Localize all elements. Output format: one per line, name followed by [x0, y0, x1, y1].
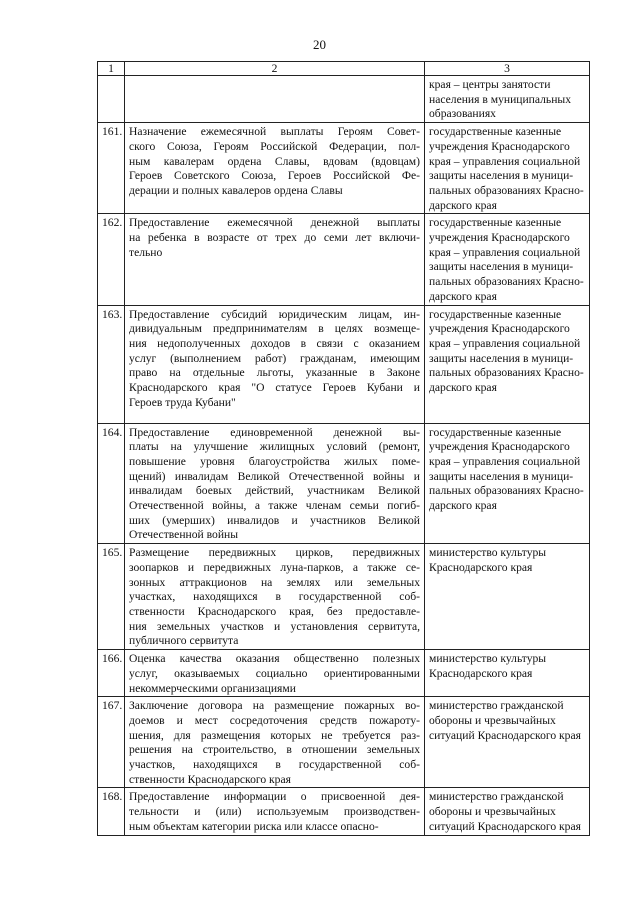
- description-line: ным кавалерам ордена Славы, вдовам (вдовцам): [129, 154, 420, 168]
- description-line: шения, для размещения которых не требуется раз-: [129, 728, 420, 742]
- row-number: [98, 76, 125, 123]
- description-line: некоммерческими организациями: [129, 681, 296, 695]
- service-description: [125, 650, 425, 697]
- organization-line: дарского края: [429, 499, 497, 513]
- column-header-1: 1: [98, 62, 125, 76]
- description-line: ным объектам категории риска или классе опасно-: [129, 819, 379, 833]
- organization-line: ситуаций Краснодарского края: [429, 819, 581, 833]
- organization-line: края – управления социальной: [429, 336, 581, 350]
- organization-line: защиты населения в муници-: [429, 260, 574, 274]
- description-line: ственности Краснодарского края: [129, 772, 291, 786]
- description-line: тельно: [129, 245, 163, 259]
- column-header-3: 3: [425, 62, 590, 76]
- row-number: 163.: [98, 305, 125, 423]
- description-line: Героев Советского Союза, Героев Российской Фе-: [129, 169, 420, 183]
- organization-line: обороны и чрезвычайных: [429, 805, 556, 819]
- page-number: 20: [313, 37, 326, 52]
- table-row: [98, 76, 590, 123]
- description-line: ния земельных участков и установления сервитута,: [129, 619, 420, 633]
- organization-line: государственные казенные: [429, 307, 562, 321]
- organization-line: края – управления социальной: [429, 454, 581, 468]
- organization-line: пальных образованиях Красно-: [429, 366, 584, 380]
- service-description: [125, 697, 425, 788]
- organization-line: дарского края: [429, 289, 497, 303]
- description-line: щений) инвалидам Великой Отечественной войны и: [129, 469, 420, 483]
- row-number: 162.: [98, 214, 125, 305]
- table-row: [98, 123, 590, 214]
- table-row: [98, 697, 590, 788]
- description-line: ственности Краснодарского края, без предоставле-: [129, 604, 420, 618]
- organization-line: Краснодарского края: [429, 560, 533, 574]
- organization-line: государственные казенные: [429, 216, 562, 230]
- description-line: участков, находящихся в государственной соб-: [129, 758, 420, 772]
- responsible-organization: [425, 123, 590, 214]
- column-header-2: 2: [125, 62, 425, 76]
- table-row: [98, 788, 590, 836]
- organization-line: защиты населения в муници-: [429, 169, 574, 183]
- description-line: повышение уровня благоустройства жилых поме-: [129, 454, 420, 468]
- description-line: услуг, оказываемых социально ориентированными: [129, 666, 420, 680]
- responsible-organization: [425, 423, 590, 544]
- organization-line: министерство гражданской: [429, 699, 564, 713]
- description-line: Назначение ежемесячной выплаты Героям Совет-: [129, 125, 420, 139]
- organization-line: дарского края: [429, 381, 497, 395]
- description-line: Отечественной войны, а также членам семьи погиб-: [129, 499, 420, 513]
- service-description: [125, 76, 425, 123]
- table-row: [98, 650, 590, 697]
- description-line: тельности и (или) используемым производствен-: [129, 805, 420, 819]
- organization-line: министерство гражданской: [429, 790, 564, 804]
- table-header-row: [98, 62, 590, 76]
- row-number: 164.: [98, 423, 125, 544]
- service-description: [125, 544, 425, 650]
- description-line: Предоставление информации о присвоенной дея-: [129, 790, 420, 804]
- responsible-organization: [425, 76, 590, 123]
- organization-line: обороны и чрезвычайных: [429, 713, 556, 727]
- description-line: зонных аттракционов на землях или земельных: [129, 575, 420, 589]
- description-line: Оценка качества оказания общественно полезных: [129, 652, 420, 666]
- organization-line: пальных образованиях Красно-: [429, 484, 584, 498]
- organization-line: учреждения Краснодарского: [429, 139, 570, 153]
- description-line: участках, находящихся в государственной соб-: [129, 590, 420, 604]
- description-line: Заключение договора на размещение пожарных во-: [129, 699, 420, 713]
- organization-line: края – центры занятости: [429, 78, 551, 91]
- row-number: 165.: [98, 544, 125, 650]
- organization-line: министерство культуры: [429, 546, 547, 560]
- organization-line: учреждения Краснодарского: [429, 231, 570, 245]
- responsible-organization: [425, 697, 590, 788]
- responsible-organization: [425, 788, 590, 836]
- organization-line: пальных образованиях Красно-: [429, 275, 584, 289]
- description-line: право на отдельные льготы, указанные в Законе: [129, 366, 420, 380]
- table-row: [98, 305, 590, 423]
- description-line: услуг (выполнением работ) гражданам, имеющим: [129, 351, 420, 365]
- table-row: [98, 423, 590, 544]
- description-line: инвалидам боевых действий, участникам Великой: [129, 484, 420, 498]
- table-row: [98, 214, 590, 305]
- service-description: [125, 788, 425, 836]
- organization-line: учреждения Краснодарского: [429, 440, 570, 454]
- description-line: Предоставление единовременной денежной вы-: [129, 425, 420, 439]
- organization-line: образованиях: [429, 107, 496, 121]
- responsible-organization: [425, 305, 590, 423]
- description-line: зоопарков и передвижных луна-парков, а также се-: [129, 560, 420, 574]
- organization-line: населения в муниципальных: [429, 92, 571, 106]
- services-table: [97, 61, 590, 836]
- organization-line: учреждения Краснодарского: [429, 322, 570, 336]
- organization-line: ситуаций Краснодарского края: [429, 728, 581, 742]
- organization-line: защиты населения в муници-: [429, 351, 574, 365]
- organization-line: защиты населения в муници-: [429, 469, 574, 483]
- description-line: Краснодарского края "О статусе Героев Кубани и: [129, 381, 420, 395]
- row-number: 168.: [98, 788, 125, 836]
- responsible-organization: [425, 650, 590, 697]
- description-line: на ребенка в возрасте от трех до семи лет включи-: [129, 231, 420, 245]
- row-number: 166.: [98, 650, 125, 697]
- responsible-organization: [425, 544, 590, 650]
- service-description: [125, 214, 425, 305]
- organization-line: пальных образованиях Красно-: [429, 183, 584, 197]
- organization-line: министерство культуры: [429, 652, 547, 666]
- row-number: 161.: [98, 123, 125, 214]
- description-line: Размещение передвижных цирков, передвижных: [129, 546, 420, 560]
- organization-line: государственные казенные: [429, 425, 562, 439]
- description-line: ния недополученных доходов в связи с оказанием: [129, 336, 420, 350]
- description-line: Героев труда Кубани": [129, 395, 236, 409]
- service-description: [125, 305, 425, 423]
- responsible-organization: [425, 214, 590, 305]
- description-line: Предоставление субсидий юридическим лицам, ин-: [129, 307, 420, 321]
- description-line: Отечественной войны: [129, 528, 239, 542]
- description-line: Предоставление ежемесячной денежной выплаты: [129, 216, 420, 230]
- organization-line: дарского края: [429, 198, 497, 212]
- description-line: публичного сервитута: [129, 634, 239, 648]
- organization-line: Краснодарского края: [429, 666, 533, 680]
- description-line: ского Союза, Героям Российской Федерации, пол-: [129, 139, 420, 153]
- description-line: ших (умерших) инвалидов и участников Великой: [129, 513, 420, 527]
- organization-line: края – управления социальной: [429, 245, 581, 259]
- service-description: [125, 123, 425, 214]
- service-description: [125, 423, 425, 544]
- description-line: дивидуальным предпринимателям в целях возмеще-: [129, 322, 420, 336]
- description-line: доемов и мест сосредоточения средств пожароту-: [129, 713, 420, 727]
- description-line: дерации и полных кавалеров ордена Славы: [129, 183, 343, 197]
- table-row: [98, 544, 590, 650]
- organization-line: края – управления социальной: [429, 154, 581, 168]
- row-number: 167.: [98, 697, 125, 788]
- description-line: решения на строительство, в отношении земельных: [129, 743, 420, 757]
- organization-line: государственные казенные: [429, 125, 562, 139]
- description-line: платы на улучшение жилищных условий (ремонт,: [129, 440, 420, 454]
